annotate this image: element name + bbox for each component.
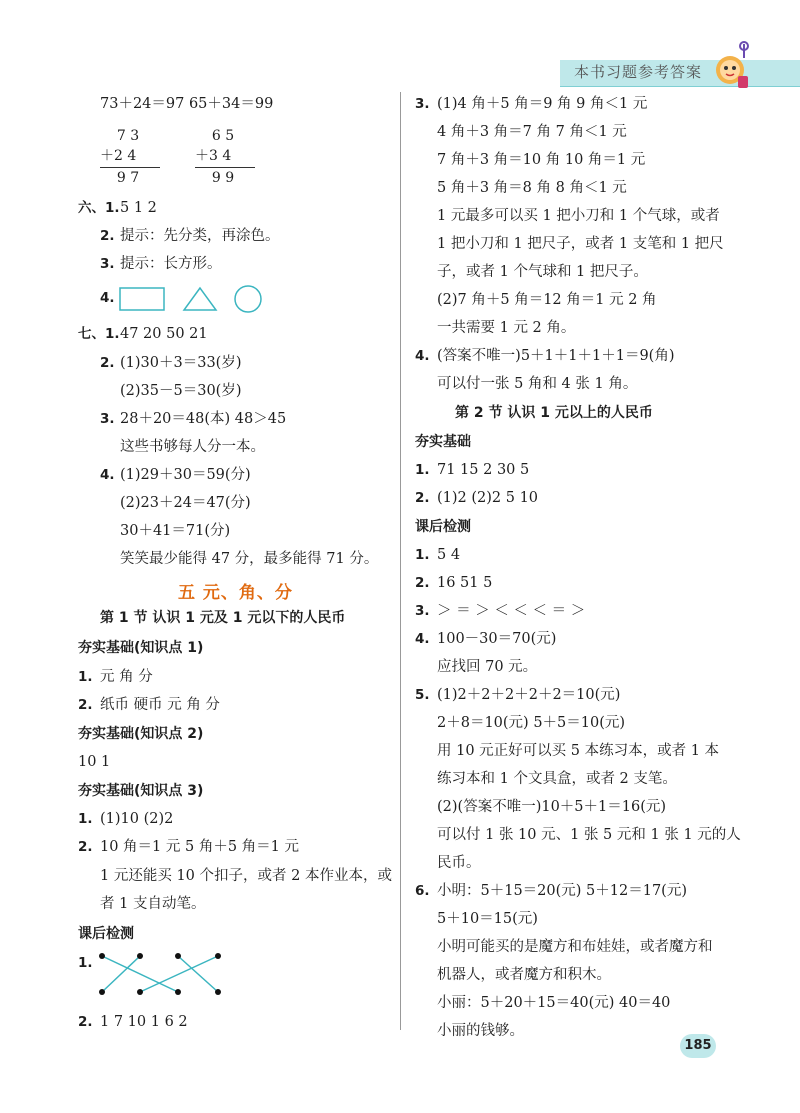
match-dot [215,989,221,995]
answer-line: 这些书够每人分一本。 [120,439,265,455]
calc-row: 7 3 [108,128,140,144]
answer-line: (2)(答案不唯一)10＋5＋1＝16(元) [437,799,667,815]
answer-line: 小明：5＋15＝20(元) 5＋12＝17(元) [437,883,687,899]
item-number: 1. [78,955,93,971]
header-title: 本书习题参考答案 [574,63,703,81]
item-number: 3. [415,96,430,112]
answer-line: 用 10 元正好可以买 5 本练习本，或者 1 本 [437,743,720,759]
subsection-heading: 夯实基础(知识点 3) [78,783,204,799]
match-dot [215,953,221,959]
triangle-shape [184,288,216,310]
item-number: 1. [415,547,430,563]
item-number: 4. [415,631,430,647]
answer-line: 可以付 1 张 10 元、1 张 5 元和 1 张 1 元的人 [437,827,741,843]
answer-line: 1 元还能买 10 个扣子，或者 2 本作业本，或 [100,868,392,884]
answer-line: 练习本和 1 个文具盒，或者 2 支笔。 [437,771,677,787]
shapes-figure [118,284,268,316]
item-number: 3. [100,256,115,272]
answer-line: 元 角 分 [100,669,153,685]
answer-line: 4 角＋3 角＝7 角 7 角＜1 元 [437,124,627,140]
item-number: 2. [78,697,93,713]
section-title: 第 2 节 认识 1 元以上的人民币 [455,405,653,421]
item-number: 4. [100,467,115,483]
answer-line: ＞ ＝ ＞ ＜ ＜ ＜ ＝ ＞ [437,603,586,619]
item-number: 3. [415,603,430,619]
item-number: 2. [78,839,93,855]
calc-row: 9 7 [108,170,140,186]
subsection-heading: 夯实基础(知识点 1) [78,640,204,656]
calc-row: 6 5 [203,128,235,144]
item-number: 1. [78,811,93,827]
answer-line: 73＋24＝97 65＋34＝99 [100,96,274,112]
item-number: 4. [415,348,430,364]
answer-line: 纸币 硬币 元 角 分 [100,697,220,713]
answer-line: 民币。 [437,855,481,871]
item-number: 2. [100,355,115,371]
answer-line: 提示：长方形。 [120,256,222,272]
answer-line: 16 51 5 [437,575,493,591]
answer-line: (2)35－5＝30(岁) [120,383,242,399]
subsection-heading: 夯实基础(知识点 2) [78,726,204,742]
rectangle-shape [120,288,164,310]
answer-line: 子，或者 1 个气球和 1 把尺子。 [437,264,648,280]
column-divider [400,92,401,1030]
item-number: 2. [100,228,115,244]
answer-line: 笑笑最少能得 47 分，最多能得 71 分。 [120,551,379,567]
answer-line: 10 角＝1 元 5 角＋5 角＝1 元 [100,839,300,855]
subsection-heading: 课后检测 [415,519,471,535]
header-underline [560,86,800,87]
answer-line: 5 1 2 [120,200,157,216]
answer-line: (1)4 角＋5 角＝9 角 9 角＜1 元 [437,96,648,112]
answer-line: (答案不唯一)5＋1＋1＋1＋1＝9(角) [437,348,675,364]
answer-line: (1)2 (2)2 5 10 [437,490,539,506]
item-number: 2. [78,1014,93,1030]
subsection-heading: 夯实基础 [415,434,471,450]
answer-line: 100－30＝70(元) [437,631,557,647]
match-dot [137,953,143,959]
answer-line: (2)7 角＋5 角＝12 角＝1 元 2 角 [437,292,657,308]
item-number: 3. [100,411,115,427]
answer-line: (1)30＋3＝33(岁) [120,355,242,371]
answer-line: (1)10 (2)2 [100,811,174,827]
answer-line: 一共需要 1 元 2 角。 [437,320,576,336]
item-number: 2. [415,575,430,591]
circle-shape [235,286,261,312]
answer-line: 5 角＋3 角＝8 角 8 角＜1 元 [437,180,627,196]
answer-line: 小丽：5＋20＋15＝40(元) 40＝40 [437,995,671,1011]
answer-line: 者 1 支自动笔。 [100,896,206,912]
item-number: 5. [415,687,430,703]
chapter-title: 五 元、角、分 [178,583,293,603]
answer-line: (1)29＋30＝59(分) [120,467,251,483]
matching-diagram [98,950,228,1002]
subsection-heading: 课后检测 [78,926,134,942]
answer-line: 71 15 2 30 5 [437,462,530,478]
answer-line: 1 7 10 1 6 2 [100,1014,188,1030]
item-number: 1. [415,462,430,478]
answer-line: (2)23＋24＝47(分) [120,495,251,511]
answer-line: 28＋20＝48(本) 48＞45 [120,411,287,427]
answer-line: 1 元最多可以买 1 把小刀和 1 个气球，或者 [437,208,720,224]
match-dot [175,953,181,959]
item-number: 4. [100,290,115,306]
answer-line: 小丽的钱够。 [437,1023,524,1039]
answer-line: 5 4 [437,547,461,563]
answer-line: 小明可能买的是魔方和布娃娃，或者魔方和 [437,939,713,955]
answer-line: 47 20 50 21 [120,326,208,342]
section-title: 第 1 节 认识 1 元及 1 元以下的人民币 [100,610,346,626]
answer-line: (1)2＋2＋2＋2＋2＝10(元) [437,687,621,703]
mascot-icon [704,40,754,90]
answer-line: 1 把小刀和 1 把尺子，或者 1 支笔和 1 把尺 [437,236,724,252]
calc-row: ＋3 4 [195,148,232,164]
answer-line: 2＋8＝10(元) 5＋5＝10(元) [437,715,626,731]
calc-row: 9 9 [203,170,235,186]
item-label: 六、1. [78,200,120,216]
item-label: 七、1. [78,326,120,342]
item-number: 1. [78,669,93,685]
match-dot [137,989,143,995]
answer-line: 30＋41＝71(分) [120,523,231,539]
item-number: 6. [415,883,430,899]
answer-line: 提示：先分类，再涂色。 [120,228,280,244]
page-number: 185 [680,1034,716,1058]
calc-row: ＋2 4 [100,148,137,164]
answer-line: 可以付一张 5 角和 4 张 1 角。 [437,376,638,392]
match-dot [99,953,105,959]
item-number: 2. [415,490,430,506]
answer-line: 7 角＋3 角＝10 角 10 角＝1 元 [437,152,646,168]
answer-line: 应找回 70 元。 [437,659,538,675]
answer-line: 5＋10＝15(元) [437,911,538,927]
match-dot [99,989,105,995]
answer-line: 10 1 [78,754,111,770]
answer-line: 机器人，或者魔方和积木。 [437,967,611,983]
match-dot [175,989,181,995]
